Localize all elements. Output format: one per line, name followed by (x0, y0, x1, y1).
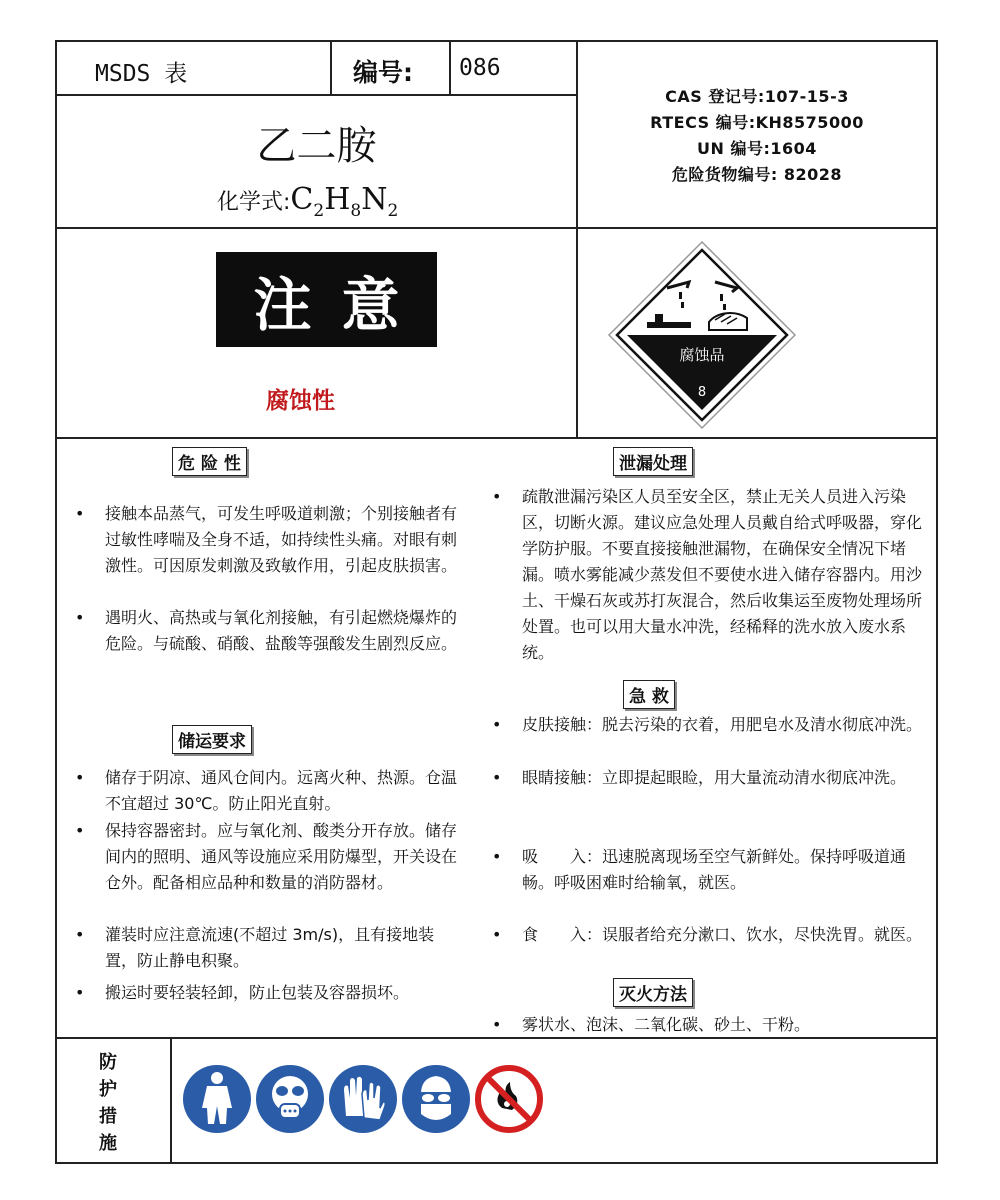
list-item: • 吸 入：迅速脱离现场至空气新鲜处。保持呼吸道通畅。呼吸困难时给输氧，就医。 (492, 844, 932, 898)
list-item: • 眼睛接触：立即提起眼睑，用大量流动清水彻底冲洗。 (492, 765, 932, 819)
formula-label: 化学式: (217, 190, 291, 215)
formula-subscript: 2 (387, 201, 399, 221)
hazards-title: 危 险 性 (172, 447, 247, 476)
respirator-icon (255, 1064, 325, 1134)
list-item: • 食 入：误服者给充分漱口、饮水，尽快洗胃。就医。 (492, 922, 932, 976)
substance-name: 乙二胺 (256, 123, 377, 169)
table-label: MSDS 表 (95, 61, 188, 87)
first-aid-text: 皮肤接触：脱去污染的衣着，用肥皂水及清水彻底冲洗。 (522, 715, 923, 734)
first-aid-text: 眼睛接触：立即提起眼睑，用大量流动清水彻底冲洗。 (522, 768, 907, 787)
fire-text: 雾状水、泡沫、二氧化碳、砂土、干粉。 (522, 1015, 811, 1034)
protection-label: 防 护 措 施 (99, 1052, 117, 1154)
formula-subscript: 2 (313, 201, 325, 221)
fire-title: 灭火方法 (613, 978, 693, 1007)
formula-element: C (290, 182, 314, 217)
cas-number: CAS 登记号:107-15-3 (665, 87, 849, 106)
first-aid-text: 食 入：误服者给充分漱口、饮水，尽快洗胃。就医。 (522, 925, 923, 944)
formula-element: N (361, 182, 388, 217)
divider (57, 94, 577, 96)
leak-text: 疏散泄漏污染区人员至安全区，禁止无关人员进入污染区，切断火源。建议应急处理人员戴自给式呼吸器，穿化学防护服。不要直接接触泄漏物，在确保安全情况下堵漏。喷水雾能减少蒸发但不要使水进入储存容器内。用沙土、干燥石灰或苏打灰混合，然后收集运至废物处理场所处置。也可以用大量水冲洗，经稀释的洗水放入废水系统。 (522, 487, 923, 662)
number-value: 086 (459, 55, 501, 81)
identifier-block (578, 84, 936, 188)
divider (330, 42, 332, 96)
gloves-icon (328, 1064, 398, 1134)
corrosive-pictogram (607, 240, 797, 430)
corrosive-hazard-icon (607, 240, 797, 430)
divider (449, 42, 451, 96)
leak-title: 泄漏处理 (613, 447, 693, 476)
rtecs-number: RTECS 编号:KH8575000 (650, 113, 864, 132)
list-item: • 疏散泄漏污染区人员至安全区，禁止无关人员进入污染区，切断火源。建议应急处理人员戴自给式呼吸器，穿化学防护服。不要直接接触泄漏物，在确保安全情况下堵漏。喷水雾能减少蒸发但不要使水进入储存容器内。用沙土、干燥石灰或苏打灰混合，然后收集运至废物处理场所处置。也可以用大量水冲洗，经稀释的洗水放入废水系统。 (492, 484, 932, 669)
list-item: • 灌装时应注意流速(不超过 3m/s)，且有接地装置，防止静电积聚。 (75, 922, 460, 976)
hazard-class-label: 腐蚀性 (266, 388, 335, 414)
hazard-text: 接触本品蒸气，可发生呼吸道刺激；个别接触者有过敏性哮喘及全身不适，如持续性头痛。对眼有刺激性。可因原发刺激及致敏作用，引起皮肤损害。 (105, 504, 458, 575)
no-smoking-icon (474, 1064, 544, 1134)
list-item: • 搬运时要轻装轻卸，防止包装及容器损坏。 (75, 980, 460, 1008)
storage-title: 储运要求 (172, 725, 252, 754)
storage-text: 储存于阴凉、通风仓间内。远离火种、热源。仓温不宜超过 30℃。防止阳光直射。 (105, 768, 458, 813)
signal-word-box (216, 252, 437, 347)
list-item: • 遇明火、高热或与氧化剂接触，有引起燃烧爆炸的危险。与硫酸、硝酸、盐酸等强酸发生剧烈反应。 (75, 605, 460, 685)
storage-text: 搬运时要轻装轻卸，防止包装及容器损坏。 (105, 983, 410, 1002)
pictogram-label: 腐蚀品 (679, 346, 725, 364)
divider (57, 437, 936, 439)
msds-sheet (55, 40, 938, 1164)
chemical-formula (217, 182, 398, 221)
formula-element: H (324, 182, 351, 217)
list-item: • 接触本品蒸气，可发生呼吸道刺激；个别接触者有过敏性哮喘及全身不适，如持续性头痛。对眼有刺激性。可因原发刺激及致敏作用，引起皮肤损害。 (75, 501, 460, 611)
first-aid-text: 吸 入：迅速脱离现场至空气新鲜处。保持呼吸道通畅。呼吸困难时给输氧，就医。 (522, 847, 907, 892)
list-item: • 雾状水、泡沫、二氧化碳、砂土、干粉。 (492, 1012, 932, 1040)
divider (170, 1037, 172, 1162)
goggles-icon (401, 1064, 471, 1134)
list-item: • 储存于阴凉、通风仓间内。远离火种、热源。仓温不宜超过 30℃。防止阳光直射。 (75, 765, 460, 819)
protective-suit-icon (182, 1064, 252, 1134)
pictogram-class: 8 (697, 385, 707, 400)
hazard-text: 遇明火、高热或与氧化剂接触，有引起燃烧爆炸的危险。与硫酸、硝酸、盐酸等强酸发生剧烈反应。 (105, 608, 458, 653)
storage-text: 灌装时应注意流速(不超过 3m/s)，且有接地装置，防止静电积聚。 (105, 925, 435, 970)
dangerous-goods-number: 危险货物编号: 82028 (671, 165, 843, 184)
signal-word: 注意 (253, 270, 430, 339)
list-item: • 保持容器密封。应与氧化剂、酸类分开存放。储存间内的照明、通风等设施应采用防爆型，开关设在仓外。配备相应品种和数量的消防器材。 (75, 818, 460, 924)
list-item: • 皮肤接触：脱去污染的衣着，用肥皂水及清水彻底冲洗。 (492, 712, 932, 766)
storage-text: 保持容器密封。应与氧化剂、酸类分开存放。储存间内的照明、通风等设施应采用防爆型，开关设在仓外。配备相应品种和数量的消防器材。 (105, 821, 458, 892)
first-aid-title: 急 救 (623, 680, 675, 709)
number-label: 编号: (353, 58, 413, 87)
formula-subscript: 8 (350, 201, 362, 221)
un-number: UN 编号:1604 (697, 139, 817, 158)
divider (57, 227, 936, 229)
